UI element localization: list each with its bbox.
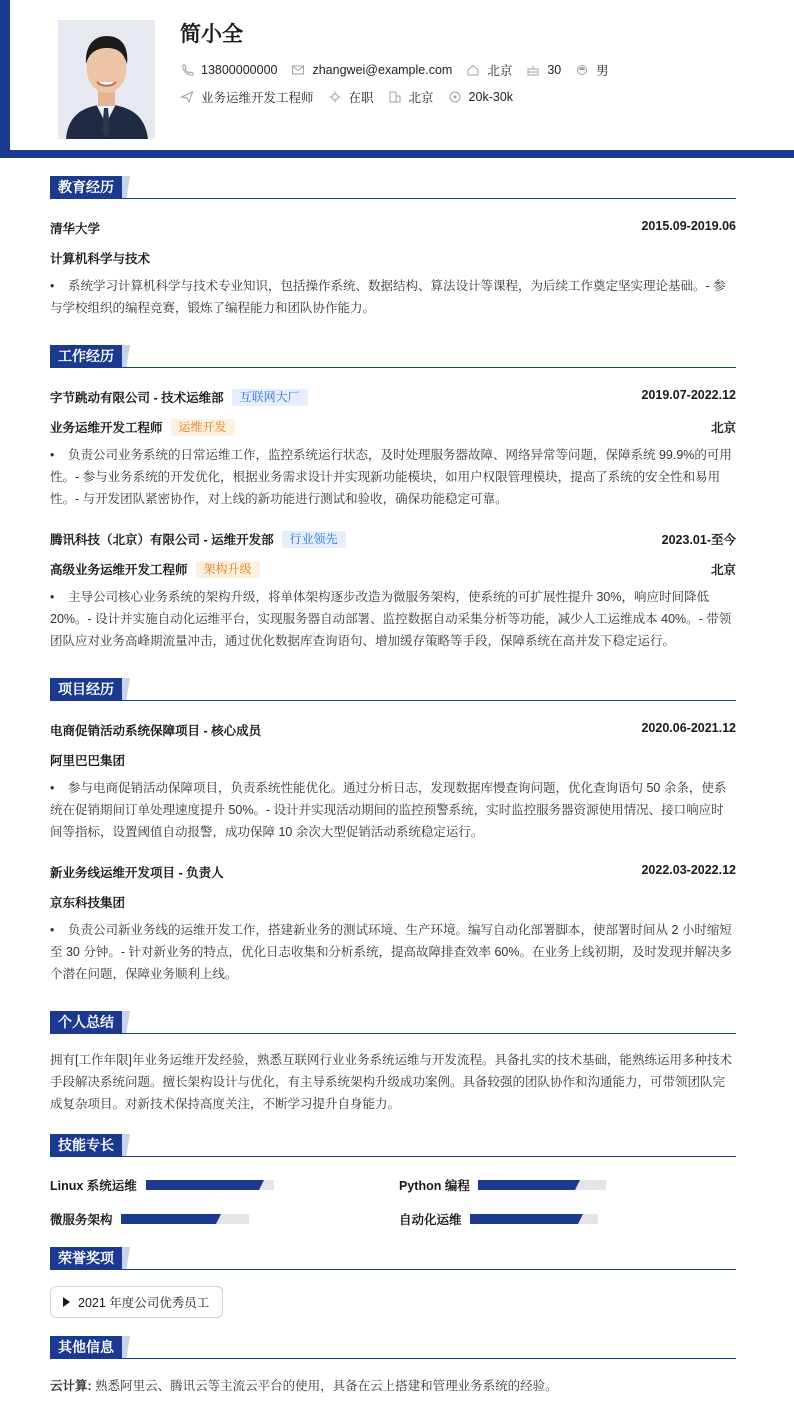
section-education	[50, 176, 736, 199]
section-title-tail	[122, 345, 136, 367]
skill-bar	[470, 1214, 598, 1224]
work-city-item	[388, 88, 434, 106]
candidate-name: 简小全	[180, 23, 243, 46]
gender-icon	[575, 63, 589, 77]
project-org: 阿里巴巴集团	[50, 754, 126, 768]
gender-item	[575, 61, 609, 79]
mail-icon	[291, 63, 305, 77]
phone-text: 13800000000	[201, 63, 278, 77]
avatar	[58, 20, 155, 139]
email-item	[291, 63, 452, 77]
skill-bar-fill	[470, 1214, 578, 1224]
status-text: 在职	[348, 91, 374, 105]
job-tag: 运维开发	[171, 419, 235, 436]
skill-bar-fill	[121, 1214, 216, 1224]
salary-item	[448, 90, 513, 104]
phone-icon	[180, 63, 194, 77]
project-desc: • 负责公司新业务线的运维开发工作，搭建新业务的测试环境、生产环境。编写自动化部署脚本，使部署时间从 2 小时缩短至 30 分钟。- 针对新业务的特点，优化日志收集和分析系统，提高故障排查效率 60%。在业务上线初期，及时发现并解决多个潜在问题，保障业务顺利上线。	[50, 923, 732, 981]
contact-row	[180, 61, 623, 79]
award-toggle[interactable]	[50, 1286, 223, 1318]
job-row	[180, 88, 527, 106]
header-band	[0, 0, 794, 158]
section-title: 教育经历	[50, 176, 122, 198]
skill-item	[399, 1210, 598, 1228]
skill-item	[399, 1176, 606, 1194]
summary-text: 拥有[工作年限]年业务运维开发经验，熟悉互联网行业业务系统运维与开发流程。具备扎实的技术基础，能熟练运用多种技术手段解决系统问题。擅长架构设计与优化，有主导系统架构升级成功案例。具备较强的团队协作和沟通能力，可带领团队完成复杂项目。对新技术保持高度关注，不断学习提升自身能力。	[50, 1053, 732, 1111]
coin-icon	[448, 90, 462, 104]
other-text: 熟悉阿里云、腾讯云等主流云平台的使用，具备在云上搭建和管理业务系统的经验。	[95, 1379, 558, 1393]
skill-name: 微服务架构	[50, 1213, 113, 1227]
work-location: 北京	[710, 421, 736, 435]
gender-text: 男	[596, 64, 609, 78]
job-title: 业务运维开发工程师	[50, 421, 163, 435]
section-title: 项目经历	[50, 678, 122, 700]
skill-bar-fill	[478, 1180, 575, 1190]
expand-triangle-icon	[63, 1297, 70, 1307]
header-card	[10, 0, 794, 150]
work-desc: • 负责公司业务系统的日常运维工作，监控系统运行状态，及时处理服务器故障、网络异常等问题，保障系统 99.9%的可用性。- 参与业务系统的开发优化，根据业务需求设计并实现新功能模块，如用户权限管理模块，提高了系统的安全性和易用性。- 与开发团队紧密协作，对上线的新功能进行测试和验收，确保功能稳定可靠。	[50, 448, 732, 506]
gear-icon	[328, 90, 342, 104]
section-summary	[50, 1011, 736, 1034]
skill-name: Linux 系统运维	[50, 1179, 137, 1193]
major-name: 计算机科学与技术	[50, 252, 151, 266]
phone-item	[180, 63, 277, 77]
section-awards	[50, 1247, 736, 1270]
send-icon	[180, 90, 194, 104]
company-tag: 行业领先	[282, 531, 346, 548]
project-date: 2020.06-2021.12	[641, 721, 736, 735]
position-item	[180, 88, 314, 106]
job-tag: 架构升级	[196, 561, 260, 578]
section-title: 个人总结	[50, 1011, 122, 1033]
home-icon	[466, 63, 480, 77]
status-item	[328, 88, 374, 106]
skill-item	[50, 1210, 249, 1228]
section-title: 工作经历	[50, 345, 122, 367]
skill-item	[50, 1176, 274, 1194]
education-date: 2015.09-2019.06	[641, 219, 736, 233]
city-item	[466, 61, 512, 79]
project-name: 电商促销活动系统保障项目 - 核心成员	[50, 724, 262, 738]
work-location: 北京	[710, 563, 736, 577]
skill-name: Python 编程	[399, 1179, 470, 1193]
cake-icon	[526, 63, 540, 77]
skill-name: 自动化运维	[399, 1213, 462, 1227]
age-item	[526, 63, 561, 77]
other-label: 云计算:	[50, 1379, 92, 1393]
work-date: 2019.07-2022.12	[641, 388, 736, 402]
skill-bar-fill	[146, 1180, 259, 1190]
section-title: 技能专长	[50, 1134, 122, 1156]
project-name: 新业务线运维开发项目 - 负责人	[50, 866, 224, 880]
section-skills	[50, 1134, 736, 1157]
section-title-tail	[122, 1011, 136, 1033]
project-date: 2022.03-2022.12	[641, 863, 736, 877]
work-city-text: 北京	[408, 91, 434, 105]
section-title: 其他信息	[50, 1336, 122, 1358]
work-date: 2023.01-至今	[661, 533, 736, 547]
skill-bar	[121, 1214, 249, 1224]
company-name: 腾讯科技（北京）有限公司 - 运维开发部	[50, 533, 274, 547]
section-other	[50, 1336, 736, 1359]
email-text: zhangwei@example.com	[312, 63, 453, 77]
work-desc: • 主导公司核心业务系统的架构升级，将单体架构逐步改造为微服务架构，使系统的可扩展性提升 30%，响应时间降低 20%。- 设计并实施自动化运维平台，实现服务器自动部署、监控数据自动采集分析等功能，减少人工运维成本 40%。- 带领团队应对业务高峰期流量冲击，通过优化数据库查询语句、增加缓存策略等手段，保障系统在高并发下稳定运行。	[50, 590, 732, 648]
age-text: 30	[547, 63, 562, 77]
section-title-tail	[122, 1247, 136, 1269]
city-text: 北京	[487, 64, 513, 78]
job-title: 高级业务运维开发工程师	[50, 563, 188, 577]
section-work	[50, 345, 736, 368]
section-title-tail	[122, 1336, 136, 1358]
education-desc: • 系统学习计算机科学与技术专业知识，包括操作系统、数据结构、算法设计等课程，为后续工作奠定坚实理论基础。- 参与学校组织的编程竞赛，锻炼了编程能力和团队协作能力。	[50, 279, 726, 315]
project-desc: • 参与电商促销活动保障项目，负责系统性能优化。通过分析日志，发现数据库慢查询问题，优化查询语句 50 余条，使系统在促销期间订单处理速度提升 50%。- 设计并实现活动期间的监控预警系统，实时监控服务器资源使用情况、接口响应时间等指标，设置阈值自动报警，成功保障 10 余次大型促销活动系统稳定运行。	[50, 781, 727, 839]
school-name: 清华大学	[50, 222, 101, 236]
company-name: 字节跳动有限公司 - 技术运维部	[50, 391, 224, 405]
skill-bar	[146, 1180, 274, 1190]
section-title-tail	[122, 1134, 136, 1156]
company-tag: 互联网大厂	[232, 389, 308, 406]
skill-bar	[478, 1180, 606, 1190]
section-title: 荣誉奖项	[50, 1247, 122, 1269]
project-org: 京东科技集团	[50, 896, 126, 910]
other-info	[50, 1375, 736, 1397]
section-title-tail	[122, 176, 136, 198]
section-title-tail	[122, 678, 136, 700]
building-icon	[388, 90, 402, 104]
award-label: 2021 年度公司优秀员工	[78, 1296, 210, 1310]
section-projects	[50, 678, 736, 701]
salary-text: 20k-30k	[468, 90, 514, 104]
position-text: 业务运维开发工程师	[201, 91, 314, 105]
